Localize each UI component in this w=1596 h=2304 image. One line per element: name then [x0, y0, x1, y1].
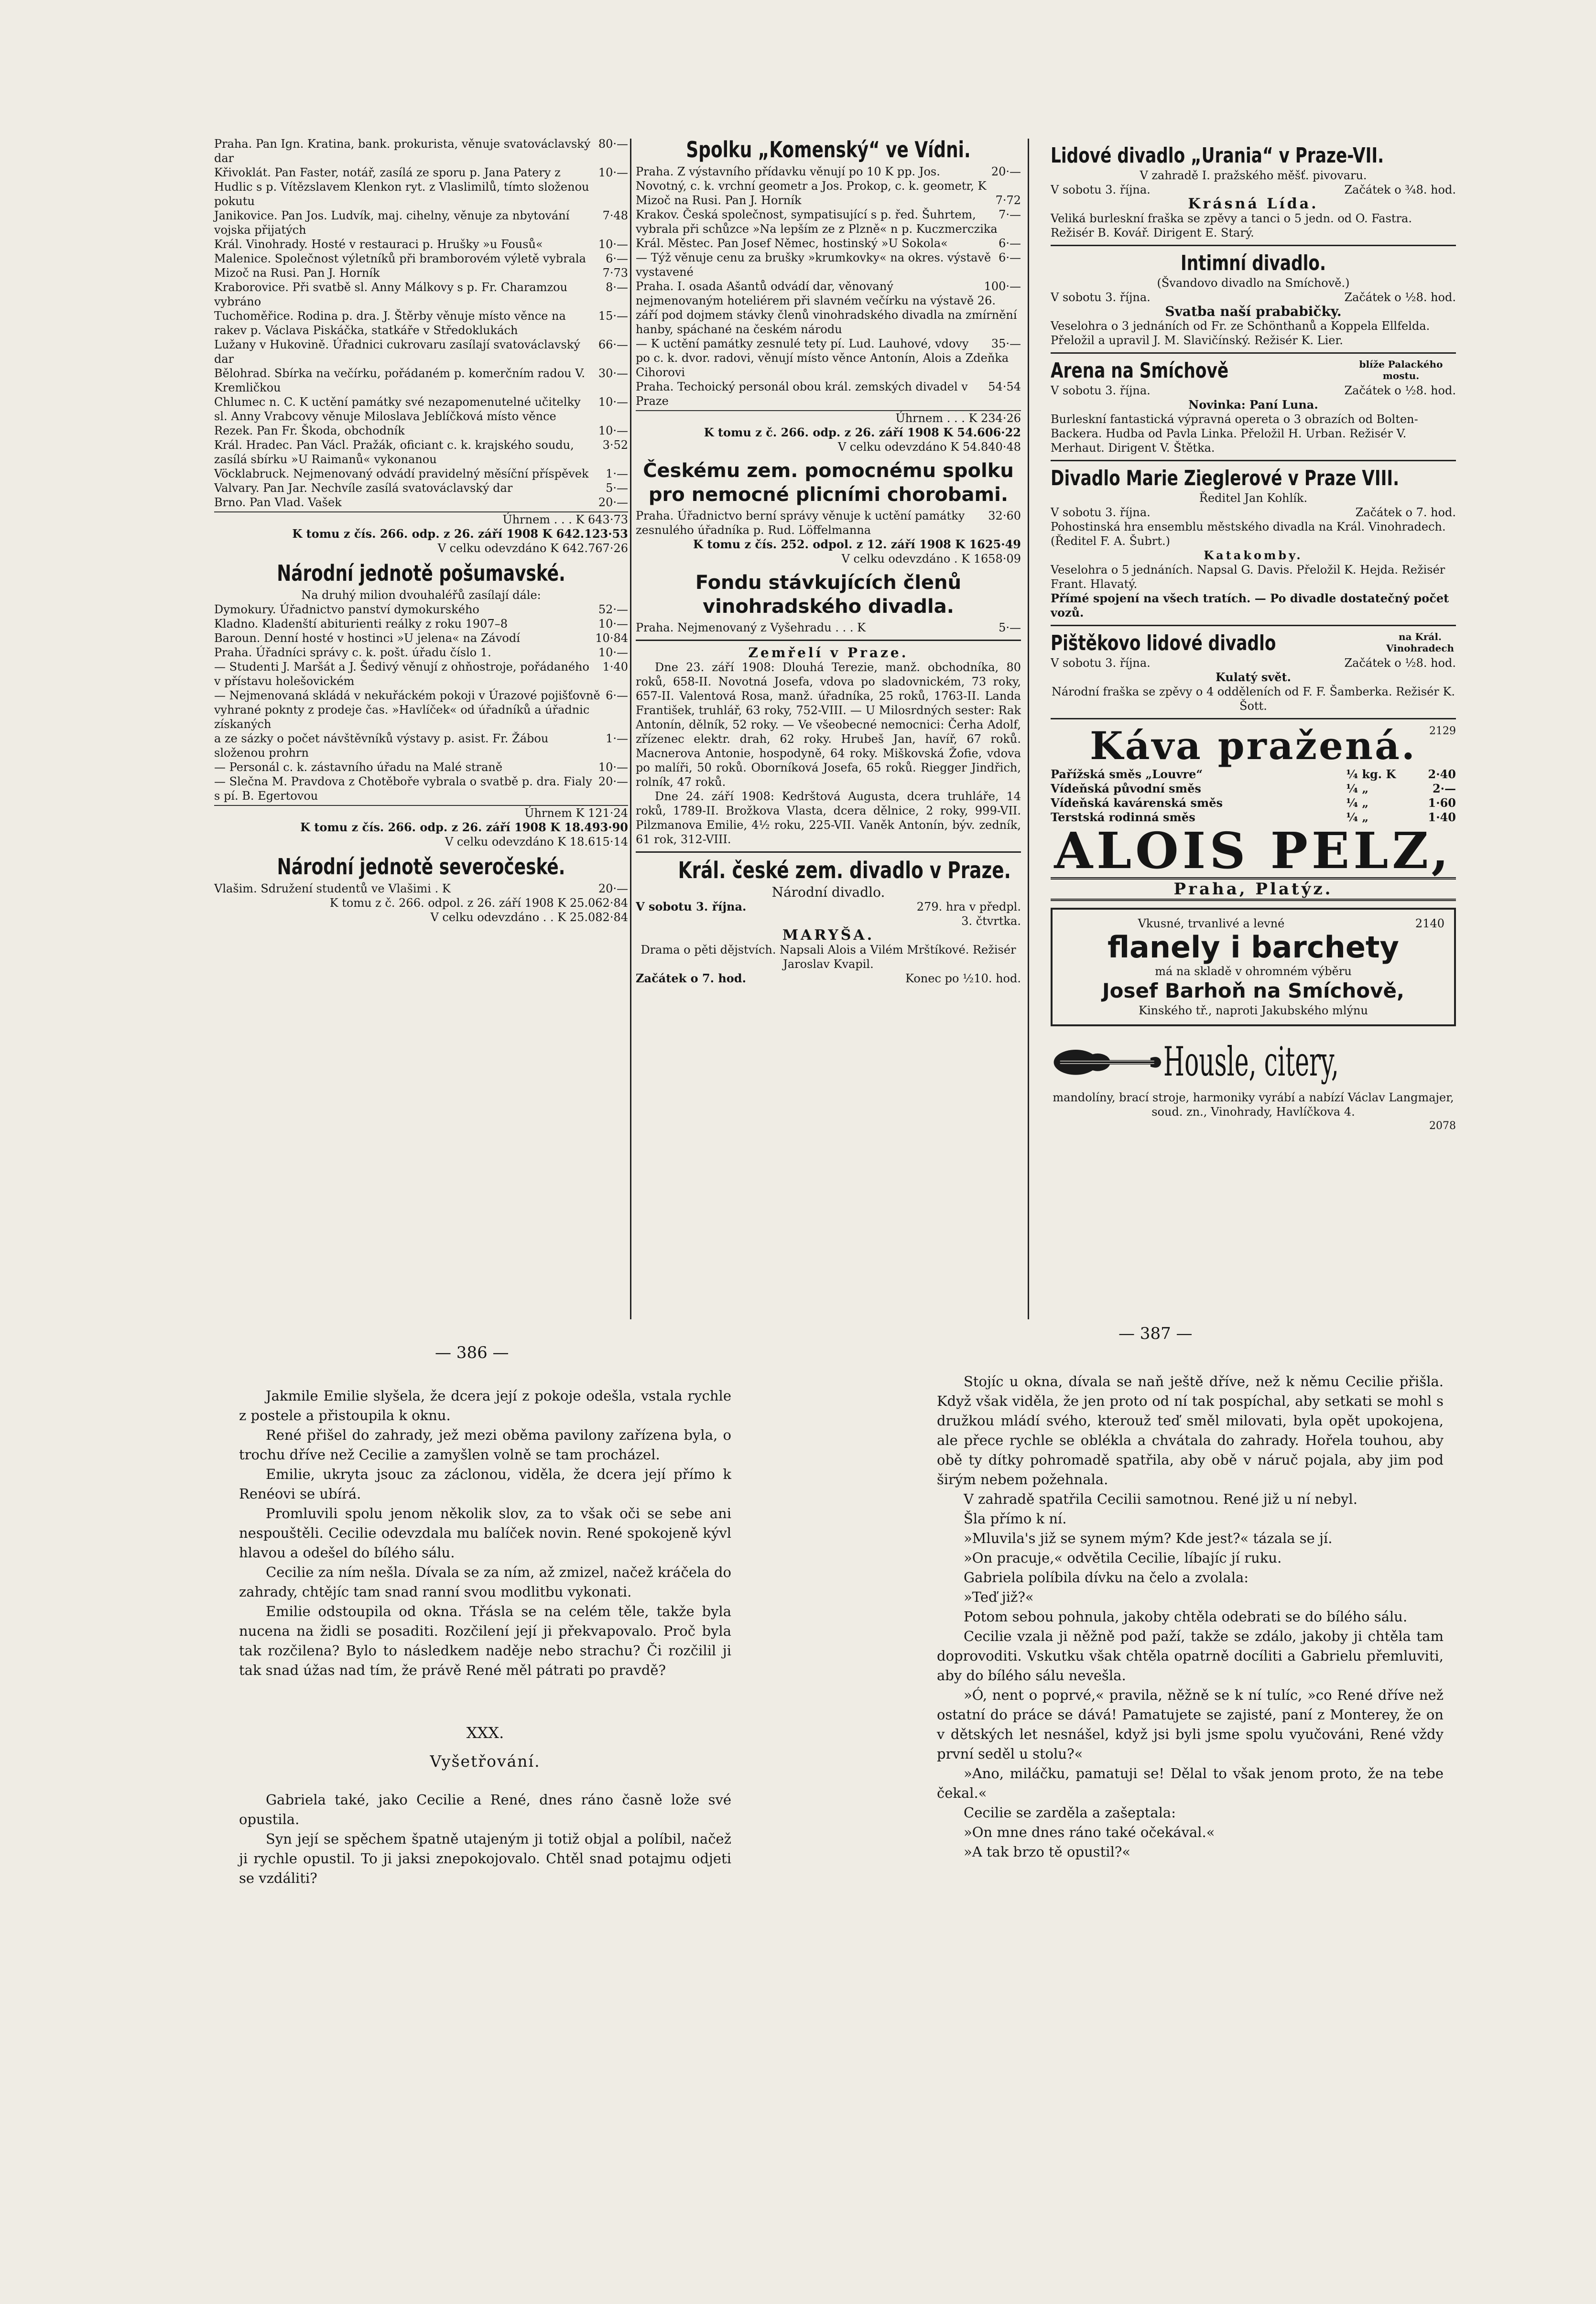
housle-description: mandolíny, brací stroje, harmoniky vyrábí a nabízí Václav Langmajer, soud. zn., Vinohrady, Havlíčkova 4.	[1053, 1091, 1454, 1119]
donation-amount: 1·—	[606, 467, 628, 480]
ad-ziegler-title: Divadlo Marie Zieglerové v Praze VIII.	[1051, 466, 1400, 490]
flanely-title: flanely i barchety	[1107, 930, 1399, 965]
novel-paragraph: Emilie, ukryta jsouc za záclonou, viděla, že dcera její přímo k Renéovi se ubírá.	[239, 1466, 731, 1502]
novel-paragraph: Syn její se spěchem špatně utajeným ji totiž objal a políbil, načež ji rychle opustil. To ji jaksi znepokojovalo. Chtěl snad potajmu odjeti se vzdáliti?	[239, 1831, 731, 1886]
ad-date: V sobotu 3. října.	[1051, 384, 1151, 397]
donation-text: Krakov. Česká společnost, sympatisující s p. řed. Šuhrtem, vybrala při schůzce »Na lepším ze z Plzně« n p. Kuczmerczika	[636, 208, 998, 236]
novel-paragraph: Potom sebou pohnula, jakoby chtěla odebrati se do bílého sálu.	[964, 1608, 1408, 1625]
coffee-price: 1·40	[1428, 810, 1456, 824]
divider	[1051, 460, 1456, 461]
donation-amount: 10·—	[598, 166, 628, 179]
ad-play: Kulatý svět.	[1215, 670, 1291, 684]
novel-paragraph: Cecilie vzala ji něžně pod paží, takže se zdálo, jakoby ji chtěla tam doprovoditi. Vskutku však chtěla opatrně docíliti a Gabrielu přemluviti, aby do bílého sálu nevešla.	[937, 1628, 1444, 1684]
donation-amount: 35·—	[991, 337, 1021, 350]
donation-text: Praha. Úřadníci správy c. k. pošt. úřadu číslo 1.	[214, 646, 491, 659]
section-heading: Českému zem. pomocnému spolku pro nemocné plicními chorobami.	[643, 460, 1014, 506]
donation-text: Král. Hradec. Pan Václ. Pražák, oficiant c. k. krajského soudu, zasílá sbírku »U Raimanů« vykonanou	[214, 438, 574, 466]
donation-entry	[214, 165, 628, 208]
donation-text: Král. Městec. Pan Josef Němec, hostinský »U Sokola«	[636, 237, 948, 250]
theatre-heading: Král. české zem. divadlo v Praze.	[678, 857, 1011, 884]
ad-play: Krásná Lída.	[1188, 196, 1319, 212]
donation-text: — Slečna M. Pravdova z Chotěboře vybrala o svatbě p. dra. Fialy s pí. B. Egertovou	[214, 775, 592, 803]
coffee-blend: Terstská rodinná směs	[1051, 810, 1195, 824]
total-line: Úhrnem . . . K 643·73	[214, 511, 628, 527]
donation-entry	[214, 481, 628, 495]
novel-paragraph: »Mluvila's již se synem mým? Kde jest?« tázala se jí.	[964, 1530, 1333, 1546]
novel-paragraph: »Ó, nent o poprvé,« pravila, něžně se k ní tulíc, »co René dříve než ostatní do práce se dává! Pamatujete se zajisté, paní z Monterey, že on v dětských let nesnášel, když jsi byli jsme spolu vyučováni, René vždy první seděl u stolu?«	[937, 1687, 1444, 1762]
performance-end: Konec po ½10. hod.	[905, 972, 1021, 985]
donation-amount: 6·—	[999, 237, 1021, 250]
donation-entry	[214, 137, 628, 165]
play-description: Drama o pěti dějstvích. Napsali Alois a Vilém Mrštíkové. Režisér Jaroslav Kvapil.	[641, 943, 1016, 971]
ad-arena-title: Arena na Smíchově	[1051, 359, 1229, 383]
ad-time: Začátek o ½8. hod.	[1344, 291, 1456, 304]
novel-paragraph: Gabriela také, jako Cecilie a René, dnes ráno časně lože své opustila.	[239, 1792, 731, 1827]
ad-time: Začátek o ½8. hod.	[1344, 656, 1456, 670]
donation-entry	[636, 250, 1021, 279]
performance-subscription: 279. hra v předpl. 3. čtvrtka.	[916, 900, 1021, 928]
divider	[1051, 718, 1456, 719]
donation-text: Praha. Úřadnictvo berní správy věnuje k uctění památky zesnulého úřadníka p. Rud. Löffelmanna	[636, 509, 965, 537]
donation-amount: 10·—	[598, 238, 628, 251]
ad-description: Veselohra o 3 jednáních od Fr. ze Schönthanů a Koppela Ellfelda. Přeložil a upravil J. M. Slavičínský. Režisér K. Lier.	[1051, 319, 1430, 347]
donation-text: Vlašim. Sdružení studentů ve Vlašimi . K	[214, 882, 451, 895]
donation-entry	[636, 337, 1021, 380]
donation-amount: 1·—	[606, 732, 628, 745]
donation-amount: 100·—	[984, 280, 1021, 293]
donation-amount: 54·54	[988, 380, 1021, 393]
donation-entry	[214, 467, 628, 481]
page-number-right: — 387 —	[1118, 1324, 1193, 1343]
donation-text: Lužany v Hukovině. Úřadnici cukrovaru zasílají svatováclavský dar	[214, 338, 580, 366]
donation-entry	[214, 337, 628, 366]
donation-entry	[214, 688, 628, 731]
donation-entry	[214, 631, 628, 645]
donation-amount: 20·—	[598, 496, 628, 509]
donation-text: Mizoč na Rusi. Pan J. Horník	[636, 194, 802, 207]
donation-entry	[214, 760, 628, 774]
donation-entry	[214, 266, 628, 280]
ad-play: Novinka: Paní Luna.	[1188, 398, 1318, 412]
total-line: K tomu z čís. 252. odpol. z 12. září 1908 K 1625·49	[693, 537, 1021, 551]
donation-amount: 52·—	[598, 603, 628, 616]
donation-amount: 8·—	[606, 281, 628, 294]
donation-entry	[214, 208, 628, 237]
coffee-unit: ¼ „	[1346, 782, 1369, 795]
donation-text: Praha. Pan Ign. Kratina, bank. prokurista, věnuje svatováclavský dar	[214, 137, 591, 165]
novel-paragraph: René přišel do zahrady, jež mezi oběma pavilony zařízena byla, o trochu dříve než Cecilie a zamyšlen volně se tam procházel.	[239, 1427, 731, 1463]
donation-text: Praha. Nejmenovaný z Vyšehradu . . . K	[636, 621, 866, 634]
donation-amount: 7·73	[602, 266, 628, 280]
donation-text: Malenice. Společnost výletníků při bramborovém výletě vybrala	[214, 252, 586, 265]
total-line: V celku odevzdáno . . K 25.082·84	[430, 911, 628, 924]
donation-amount: 7·72	[995, 194, 1021, 207]
flanely-subtitle: má na skladě v ohromném výběru	[1155, 965, 1352, 978]
section-heading: Národní jednotě pošumavské.	[277, 560, 565, 586]
donation-amount: 10·—	[598, 424, 628, 437]
chapter-number: XXX.	[466, 1724, 504, 1742]
ad-intimni-title: Intimní divadlo.	[1180, 251, 1326, 275]
donation-text: Praha. Techoický personál obou král. zemských divadel v Praze	[636, 380, 968, 408]
ad-description: Přímé spojení na všech tratích. — Po divadle dostatečný počet vozů.	[1051, 591, 1449, 619]
deaths-paragraph: Dne 24. září 1908: Kedrštová Augusta, dcera truhláře, 14 roků, 1789-II. Brožkova Vlasta, dcera dělnice, 2 roky, 999-VII. Pilzmanova Emilie, 4½ roku, 225-VII. Vaněk Antonín, býv. zedník, 61 rok, 312-VIII.	[636, 790, 1021, 846]
novel-paragraph: Promluvili spolu jenom několik slov, za to však oči se sebe ani nespouštěli. Cecilie odevzdala mu balíček novin. René spokojeně kývl hlavou a odešel do bílého sálu.	[239, 1505, 731, 1561]
donation-list	[636, 509, 1021, 537]
donation-entry	[636, 380, 1021, 408]
total-line: V celku odevzdáno . K 1658·09	[841, 552, 1021, 565]
violin-icon	[1051, 1033, 1163, 1090]
novel-paragraph: Šla přímo k ní.	[964, 1511, 1067, 1527]
novel-paragraph: Jakmile Emilie slyšela, že dcera její z pokoje odešla, vstala rychle z postele a přistoupila k oknu.	[239, 1388, 731, 1424]
coffee-price: 2·—	[1432, 782, 1456, 795]
donation-entry	[636, 207, 1021, 236]
donation-entry	[636, 620, 1021, 635]
divider	[636, 851, 1021, 853]
ad-time: Začátek o 7. hod.	[1355, 506, 1456, 519]
donation-text: Dymokury. Úřadnictvo panství dymokurského	[214, 603, 479, 616]
donation-amount: 10·—	[598, 617, 628, 630]
donation-amount: 80·—	[598, 137, 628, 151]
donation-amount: 5·—	[999, 621, 1021, 634]
donation-list	[214, 602, 628, 803]
divider	[1051, 245, 1456, 246]
donation-text: — Studenti J. Maršát a J. Šedivý věnují z ohňostroje, pořádaného v přístavu holešovickém	[214, 660, 589, 688]
coffee-price: 2·40	[1428, 767, 1456, 781]
novel-paragraph: »On pracuje,« odvětila Cecilie, líbajíc jí ruku.	[964, 1550, 1282, 1566]
total-line: K tomu z čís. 266. odp. z 26. září 1908 K 18.493·90	[300, 820, 628, 834]
donation-text: a ze sázky o počet návštěvníků výstavy p. asist. Fr. Žábou složenou prohrn	[214, 732, 549, 760]
donation-text: Valvary. Pan Jar. Nechvíle zasílá svatováclavský dar	[214, 481, 513, 495]
donation-text: — Nejmenovaná skládá v nekuřáckém pokoji v Úrazové pojišťovně vyhrané poknty z prodeje čas. »Havlíček« od úřadníků a úřadnic získaných	[214, 689, 600, 731]
novel-paragraph: »Ano, miláčku, pamatuji se! Dělal to však jenom proto, že na tebe čekal.«	[937, 1765, 1444, 1801]
donation-amount: 20·—	[598, 775, 628, 788]
donation-entry	[214, 645, 628, 660]
section-heading: Fondu stávkujících členů vinohradského divadla.	[695, 572, 962, 618]
donation-amount: 10·—	[598, 395, 628, 409]
performance-date: V sobotu 3. října.	[636, 900, 747, 913]
donation-entry	[214, 731, 628, 760]
donation-text: Tuchoměřice. Rodina p. dra. J. Štěrby věnuje místo věnce na rakev p. Václava Piskáčka, statkáře v Středoklukách	[214, 309, 566, 337]
ad-ziegler-director: Ředitel Jan Kohlík.	[1199, 491, 1308, 505]
donation-text: Kraborovice. Při svatbě sl. Anny Málkovy s p. Fr. Charamzou vybráno	[214, 281, 568, 308]
donation-entry	[636, 164, 1021, 193]
donation-text: Praha. Z výstavního přídavku věnují po 10 K pp. Jos. Novotný, c. k. vrchní geometr a Jos. Prokop, c. k. geometr, K	[636, 165, 987, 193]
coffee-unit: ¼ „	[1346, 796, 1369, 810]
ad-description: Burleskní fantastická výpravná opereta o 3 obrazích od Bolten-Backera. Hudba od Pavla Linka. Přeložil H. Urban. Režisér V. Merhaut. Dirigent V. Štětka.	[1051, 413, 1418, 455]
donation-text: Vöcklabruck. Nejmenovaný odvádí pravidelný měsíční příspěvek	[214, 467, 589, 480]
coffee-blend: Vídeňská původní směs	[1051, 782, 1201, 795]
ad-intimni-venue: (Švandovo divadlo na Smíchově.)	[1157, 276, 1350, 290]
divider	[1051, 352, 1456, 354]
ad-pistek-title: Pištěkovo lidové divadlo	[1051, 631, 1276, 655]
donation-entry	[214, 251, 628, 266]
novel-paragraph: Gabriela políbila dívku na čelo a zvolala:	[964, 1569, 1249, 1586]
ad-date: V sobotu 3. října.	[1051, 291, 1151, 304]
donation-amount: 10·84	[595, 631, 628, 645]
coffee-price-row	[1051, 767, 1456, 782]
donation-entry	[214, 774, 628, 803]
novel-paragraph: V zahradě spatřila Cecilii samotnou. René již u ní nebyl.	[964, 1491, 1357, 1507]
novel-page-left	[239, 1386, 731, 1888]
coffee-price-list	[1051, 767, 1456, 825]
donation-amount: 6·—	[606, 252, 628, 265]
ad-arena-note: blíže Palackého mostu.	[1359, 359, 1443, 381]
coffee-price-row	[1051, 796, 1456, 810]
donation-text: — Personál c. k. zástavního úřadu na Malé straně	[214, 761, 503, 774]
novel-paragraph: »Teď již?«	[964, 1589, 1034, 1605]
donation-text: Brno. Pan Vlad. Vašek	[214, 496, 342, 509]
ad-description: Pohostinská hra ensemblu městského divadla na Král. Vinohradech. (Ředitel F. A. Šubrt.)	[1051, 520, 1446, 548]
donation-text: Rezek. Pan Fr. Škoda, obchodník	[214, 424, 405, 437]
page-number-left: — 386 —	[435, 1343, 509, 1362]
total-line: K tomu z č. 266. odpol. z 26. září 1908 K 25.062·84	[329, 896, 628, 910]
donation-text: Křivoklát. Pan Faster, notář, zasílá ze sporu p. Jana Patery z Hudlic s p. Vítězslavem Klenkon ryt. z Vlaslimilů, tímto složenou pokutu	[214, 166, 589, 208]
novel-paragraph: »On mne dnes ráno také očekával.«	[964, 1824, 1215, 1840]
deaths-list	[636, 660, 1021, 847]
pelz-name: ALOIS PELZ,	[1054, 821, 1453, 880]
donation-text: — Týž věnuje cenu za brušky »krumkovky« na okres. výstavě vystavené	[636, 251, 991, 279]
donation-entry	[214, 495, 628, 510]
donation-entry	[214, 237, 628, 251]
section-intro: Na druhý milion dvouhaléřů zasílají dále:	[301, 588, 541, 602]
total-line: K tomu z č. 266. odp. z 26. září 1908 K 54.606·22	[704, 425, 1021, 439]
donation-amount: 10·—	[598, 761, 628, 774]
donation-entry	[214, 280, 628, 309]
donation-amount: 3·52	[602, 438, 628, 452]
donation-entry	[636, 279, 1021, 337]
donation-text: — K uctění památky zesnulé tety pí. Lud. Lauhové, vdovy po c. k. dvor. radovi, věnují místo věnce Antonín, Alois a Zdeňka Cihorovi	[636, 337, 1009, 379]
ad-urania-title: Lidové divadlo „Urania“ v Praze-VII.	[1051, 143, 1384, 168]
novel-paragraph: »A tak brzo tě opustil?«	[964, 1844, 1131, 1860]
flanely-intro: Vkusné, trvanlivé a levné	[1138, 917, 1285, 930]
play-title: MARYŠA.	[782, 927, 875, 944]
donation-amount: 15·—	[598, 309, 628, 323]
total-line: Úhrnem K 121·24	[214, 805, 628, 820]
deaths-heading: Zemřelí v Praze.	[748, 645, 909, 661]
coffee-blend: Pařížská směs „Louvre“	[1051, 767, 1203, 781]
ad-urania-venue: V zahradě I. pražského měšť. pivovaru.	[1140, 169, 1367, 182]
donation-entry	[214, 309, 628, 337]
ad-date: V sobotu 3. října.	[1051, 656, 1151, 670]
novel-page-right	[937, 1372, 1444, 1862]
ad-description: Národní fraška se zpěvy o 4 odděleních od F. F. Šamberka. Režisér K. Šott.	[1051, 685, 1455, 713]
coffee-unit: ¼ kg. K	[1346, 767, 1396, 781]
housle-title: Housle, citery,	[1163, 1038, 1339, 1085]
column-divider	[630, 139, 631, 1319]
donation-entry	[214, 366, 628, 395]
donation-list	[636, 164, 1021, 408]
novel-paragraph: Stojíc u okna, dívala se naň ještě dříve, než k němu Cecilie přišla. Když však viděla, že jen proto od ní tak pospíchal, aby setkati se mohl s družkou mládí svého, kterouž teď směl milovati, byla opět upokojena, ale přece rychle se oblékla a chvátala do zahrady. Hořela touhou, aby obě ty dítky pohromadě spatřila, aby obě v náruč pojala, aby jim pod širým nebem požehnala.	[937, 1373, 1444, 1488]
donation-entry	[214, 602, 628, 617]
ad-play: Katakomby.	[1204, 548, 1303, 562]
donation-entry	[636, 509, 1021, 537]
donation-entry	[214, 438, 628, 467]
donation-amount: 30·—	[598, 367, 628, 380]
divider	[1051, 625, 1456, 626]
ad-time: Začátek o ¾8. hod.	[1344, 183, 1456, 196]
ad-date: V sobotu 3. října.	[1051, 183, 1151, 196]
coffee-price: 1·60	[1428, 796, 1456, 810]
ad-pistek-note: na Král. Vinohradech	[1386, 631, 1455, 654]
donation-amount: 10·—	[598, 646, 628, 659]
donation-list	[214, 137, 628, 510]
donation-text: Bělohrad. Sbírka na večírku, pořádaném p. komerčním radou V. Kremličkou	[214, 367, 586, 394]
ad-time: Začátek o ½8. hod.	[1344, 384, 1456, 397]
donation-text: Baroun. Denní hosté v hostinci »U jelena« na Závodí	[214, 631, 520, 645]
ad-number: 2140	[1415, 917, 1444, 930]
donation-entry	[636, 236, 1021, 250]
donation-amount: 7·—	[999, 208, 1021, 221]
show-through-decoration	[784, 956, 903, 1080]
donation-amount: 5·—	[606, 481, 628, 495]
donation-amount: 6·—	[606, 689, 628, 702]
donation-entry	[214, 881, 628, 896]
donation-list	[636, 620, 1021, 635]
total-line: V celku odevzdáno K 18.615·14	[445, 835, 628, 848]
donation-entry	[214, 660, 628, 688]
performance-start: Začátek o 7. hod.	[636, 971, 746, 985]
donation-entry	[214, 617, 628, 631]
section-heading: Národní jednotě severočeské.	[277, 854, 565, 880]
coffee-ad-title: Káva pražená.	[1090, 723, 1417, 768]
chapter-title: Vyšetřování.	[430, 1752, 541, 1771]
flanely-ad	[1051, 908, 1456, 1026]
donation-entry	[636, 193, 1021, 207]
donation-amount: 66·—	[598, 338, 628, 351]
total-line: V celku odevzdáno K 54.840·48	[837, 440, 1021, 454]
donation-amount: 7·48	[602, 209, 628, 222]
donation-text: Kladno. Kladenští abiturienti reálky z roku 1907–8	[214, 617, 508, 630]
novel-paragraph: Cecilie se zarděla a zašeptala:	[964, 1804, 1176, 1821]
donation-amount: 20·—	[991, 165, 1021, 178]
donation-text: Praha. I. osada Ašantů odvádí dar, věnovaný nejmenovaným hoteliérem při slavném večírku na výstavě 26. září pod dojmem stávky členů vinohradského divadla na zmírnění hanby, spáchané na českém národu	[636, 280, 1017, 336]
donation-text: Král. Vinohrady. Hosté v restauraci p. Hrušky »u Fousů«	[214, 238, 543, 251]
ad-number: 2078	[1429, 1120, 1456, 1132]
novel-paragraph: Emilie odstoupila od okna. Třásla se na celém těle, takže byla nucena na židli se posaditi. Rozčilení její ji překvapovalo. Proč byla tak rozčilena? Bylo to následkem naděje nebo strachu? Či rozčilil ji tak snad úžas nad tím, že právě René měl pátrati po pravdě?	[239, 1603, 731, 1678]
coffee-price-row	[1051, 782, 1456, 796]
deaths-paragraph: Dne 23. září 1908: Dlouhá Terezie, manž. obchodníka, 80 roků, 658-II. Novotná Josefa, vdova po sladovnickém, 73 roky, 657-II. Valentová Rosa, manž. úřadníka, 25 roků, 1763-II. Landa František, truhlář, 63 roky, 752-VIII. — U Milosrdných sester: Rak Antonín, dělník, 52 roky. — Ve všeobecné nemocnici: Čerha Adolf, zřízenec elektr. drah, 62 roky. Hrubeš Jan, havíř, 67 roků. Macnerova Antonie, hospodyně, 64 roky. Miškovská Žofie, vdova po malíři, 50 roků. Oborníková Josefa, 65 roků. Riegger Jindřich, rolník, 47 roků.	[636, 661, 1021, 789]
total-line: Úhrnem . . . K 234·26	[636, 410, 1021, 425]
donation-text: Janikovice. Pan Jos. Ludvík, maj. cihelny, věnuje za nbytování vojska přijatých	[214, 209, 570, 237]
total-line: K tomu z čís. 266. odp. z 26. září 1908 K 642.123·53	[292, 527, 628, 541]
donation-text: Mizoč na Rusi. Pan J. Horník	[214, 266, 380, 280]
donation-entry	[214, 424, 628, 438]
novel-paragraph: Cecilie za ním nešla. Dívala se za ním, až zmizel, načež kráčela do zahrady, chtějíc tam snad ranní svou modlitbu vykonati.	[239, 1564, 731, 1600]
ad-number: 2129	[1429, 725, 1456, 737]
pelz-address: Praha, Platýz.	[1173, 880, 1333, 899]
flanely-firm: Josef Barhoň na Smíchově,	[1102, 979, 1404, 1002]
column-donations-1	[214, 137, 628, 924]
column-divider	[1028, 139, 1029, 1319]
ad-play: Svatba naší prababičky.	[1165, 304, 1342, 319]
divider	[636, 640, 1021, 641]
donation-amount: 20·—	[598, 882, 628, 895]
theatre-subheading: Národní divadlo.	[771, 884, 885, 900]
donation-amount: 6·—	[999, 251, 1021, 264]
coffee-unit: ¼ „	[1346, 810, 1369, 824]
donation-text: Chlumec n. C. K uctění památky své nezapomenutelné učitelky sl. Anny Vrabcovy věnuje Miloslava Jeblíčková místo věnce	[214, 395, 581, 423]
donation-list	[214, 881, 628, 896]
donation-amount: 32·60	[988, 509, 1021, 522]
column-adverts	[1051, 143, 1456, 1133]
ad-description: Veliká burleskní fraška se zpěvy a tanci o 5 jedn. od O. Fastra. Režisér B. Kovář. Dirigent E. Starý.	[1051, 212, 1412, 239]
column-donations-2	[636, 137, 1021, 986]
ad-date: V sobotu 3. října.	[1051, 506, 1151, 519]
donation-entry	[214, 395, 628, 424]
flanely-address: Kinského tř., naproti Jakubského mlýnu	[1139, 1004, 1368, 1017]
ad-description: Veselohra o 5 jednáních. Napsal G. Davis. Přeložil K. Hejda. Režisér Frant. Hlavatý.	[1051, 563, 1445, 591]
section-heading: Spolku „Komenský“ ve Vídni.	[686, 137, 971, 163]
donation-amount: 1·40	[602, 660, 628, 674]
coffee-blend: Vídeňská kavárenská směs	[1051, 796, 1223, 810]
total-line: V celku odevzdáno K 642.767·26	[437, 542, 628, 555]
